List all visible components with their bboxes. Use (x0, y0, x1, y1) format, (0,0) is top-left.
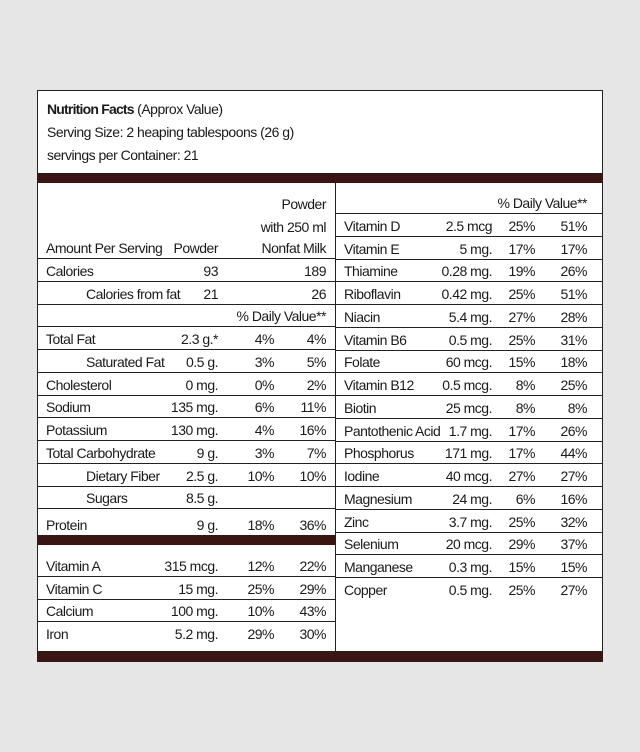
daily-value: 25% (508, 286, 535, 302)
amount: 2.3 g.* (181, 331, 218, 347)
servings-per-container: servings per Container: 21 (47, 147, 199, 163)
amount: 3.7 mg. (448, 513, 492, 530)
milk-daily-value: 10% (299, 467, 326, 484)
amount: 5.2 mg. (174, 626, 218, 642)
nutrient-name: Vitamin C (46, 580, 102, 597)
amount: 9 g. (196, 444, 218, 461)
daily-value: 17% (508, 445, 535, 462)
nutrient-name: Vitamin B12 (344, 377, 414, 393)
nutrient-name: Vitamin D (344, 217, 400, 234)
milk-daily-value: 18% (560, 354, 587, 371)
amount: 0.28 mg. (441, 263, 492, 280)
nutrient-row (38, 417, 335, 441)
nutrient-row (38, 326, 335, 350)
nutrient-name: Biotin (344, 399, 377, 416)
amount: 20 mcg. (445, 536, 492, 553)
nutrient-row (336, 418, 602, 442)
col-head-milk: Nonfat Milk (261, 240, 326, 256)
nutrient-row (336, 281, 602, 305)
nutrient-row (336, 350, 602, 374)
amount: 5.4 mg. (448, 308, 492, 325)
nutrient-name: Vitamin B6 (344, 331, 407, 348)
milk-daily-value: 4% (306, 331, 326, 347)
milk-daily-value: 26% (560, 422, 587, 439)
col-head-powder: Powder (173, 240, 218, 256)
daily-value: 29% (508, 536, 535, 553)
powder-value: 93 (203, 262, 218, 279)
amount: 24 mg. (452, 490, 492, 507)
nutrient-name: Folate (344, 354, 380, 371)
amount: 40 mcg. (445, 468, 492, 484)
nutrient-row (38, 372, 335, 396)
col-head-milk: with 250 ml (260, 219, 326, 235)
milk-daily-value: 22% (299, 557, 326, 574)
nutrient-name: Iodine (344, 468, 380, 484)
daily-value: 17% (508, 422, 535, 439)
amount: 2.5 g. (185, 467, 218, 484)
milk-daily-value: 16% (299, 422, 326, 438)
nutrient-name: Total Carbohydrate (46, 444, 156, 461)
daily-value: 4% (254, 331, 274, 347)
daily-value: 25% (508, 331, 535, 348)
calories-row (38, 258, 335, 282)
daily-value: 25% (508, 217, 535, 234)
nutrient-row (336, 532, 602, 556)
nutrient-name: Vitamin A (46, 557, 101, 574)
powder-value: 21 (203, 285, 218, 302)
daily-value: 0% (254, 376, 274, 393)
col-head-amount: Amount Per Serving (46, 240, 163, 256)
nutrient-name: Protein (46, 517, 87, 534)
daily-value: 27% (508, 308, 535, 325)
milk-daily-value: 16% (560, 490, 587, 507)
nutrient-row (336, 554, 602, 578)
milk-daily-value: 25% (560, 377, 587, 393)
daily-value: 15% (508, 559, 535, 575)
amount: 9 g. (196, 517, 218, 534)
amount: 60 mcg. (445, 354, 492, 371)
nutrient-name: Magnesium (344, 490, 412, 507)
amount: 25 mcg. (445, 399, 492, 416)
nutrient-name: Zinc (344, 513, 369, 530)
nutrient-row (38, 463, 335, 487)
amount: 8.5 g. (185, 490, 218, 507)
nutrient-row (38, 349, 335, 373)
daily-value: 27% (508, 468, 535, 484)
nutrient-row (38, 486, 335, 510)
milk-daily-value: 8% (567, 399, 587, 416)
daily-value: 29% (247, 626, 274, 642)
daily-value: 19% (508, 263, 535, 280)
nutrient-name: Thiamine (344, 263, 398, 280)
milk-daily-value: 26% (560, 263, 587, 280)
amount: 130 mg. (170, 422, 218, 438)
nutrient-name: Niacin (344, 308, 380, 325)
divider-bar-mid (38, 535, 335, 545)
nutrient-row (336, 304, 602, 328)
milk-daily-value: 43% (299, 603, 326, 620)
vitamin-row (38, 553, 335, 577)
milk-daily-value: 32% (560, 513, 587, 530)
title-main: Nutrition Facts (47, 101, 134, 117)
nutrient-name: Saturated Fat (86, 353, 165, 370)
nutrient-row (336, 577, 602, 600)
milk-daily-value: 5% (306, 353, 326, 370)
nutrient-row (336, 213, 602, 237)
nutrient-name: Sugars (86, 490, 128, 507)
milk-daily-value: 11% (300, 399, 326, 416)
milk-value: 189 (304, 262, 326, 279)
nutrient-name: Calories (46, 262, 94, 279)
nutrient-row (336, 509, 602, 533)
daily-value: 4% (254, 422, 274, 438)
title-suffix: (Approx Value) (137, 101, 223, 117)
daily-value: 12% (247, 557, 274, 574)
nutrient-name: Riboflavin (344, 286, 401, 302)
nutrient-name: Dietary Fiber (86, 467, 160, 484)
nutrient-name: Phosphorus (344, 445, 414, 462)
amount: 5 mg. (459, 240, 492, 257)
milk-daily-value: 36% (299, 517, 326, 534)
amount: 0.5 mg. (448, 581, 492, 598)
nutrient-name: Vitamin E (344, 240, 400, 257)
amount: 0.3 mg. (448, 559, 492, 575)
milk-daily-value: 15% (560, 559, 587, 575)
nutrient-row (336, 327, 602, 351)
daily-value: 3% (254, 444, 274, 461)
milk-daily-value: 29% (299, 580, 326, 597)
daily-value: 17% (508, 240, 535, 257)
divider-bar-bottom (38, 651, 602, 661)
title (47, 101, 223, 117)
nutrient-name: Selenium (344, 536, 399, 553)
nutrient-name: Iron (46, 626, 69, 642)
amount: 0 mg. (185, 376, 218, 393)
daily-value-header (38, 304, 335, 328)
nutrient-name: Total Fat (46, 331, 96, 347)
milk-daily-value: 51% (560, 286, 587, 302)
milk-daily-value: 37% (560, 536, 587, 553)
column-header (38, 183, 335, 259)
nutrient-row (336, 236, 602, 260)
amount: 100 mg. (170, 603, 218, 620)
amount: 0.5 mcg. (442, 377, 492, 393)
serving-size: Serving Size: 2 heaping tablespoons (26 g) (47, 124, 294, 140)
nutrient-row (38, 395, 335, 419)
col-head-milk: Powder (281, 196, 326, 212)
amount: 1.7 mg. (448, 422, 492, 439)
nutrient-row (336, 372, 602, 396)
amount: 0.5 mg. (448, 331, 492, 348)
milk-value: 26 (311, 285, 326, 302)
dv-label: % Daily Value** (497, 195, 587, 211)
nutrient-name: Calories from fat (86, 285, 181, 302)
milk-daily-value: 2% (306, 376, 326, 393)
milk-daily-value: 30% (299, 626, 326, 642)
nutrient-name: Cholesterol (46, 376, 112, 393)
vitamin-row (38, 599, 335, 623)
daily-value: 10% (247, 603, 274, 620)
daily-value: 25% (508, 581, 535, 598)
amount: 15 mg. (178, 580, 218, 597)
milk-daily-value: 27% (560, 581, 587, 598)
calories-row (38, 281, 335, 305)
milk-daily-value: 51% (560, 217, 587, 234)
milk-daily-value: 17% (560, 240, 587, 257)
daily-value: 6% (254, 399, 274, 416)
amount: 0.5 g. (185, 353, 218, 370)
daily-value: 25% (247, 580, 274, 597)
milk-daily-value: 31% (560, 331, 587, 348)
amount: 135 mg. (170, 399, 218, 416)
nutrient-row (336, 259, 602, 283)
amount: 171 mg. (444, 445, 492, 462)
daily-value: 6% (515, 490, 535, 507)
nutrient-row (336, 463, 602, 487)
amount: 0.42 mg. (441, 286, 492, 302)
dv-label: % Daily Value** (236, 308, 326, 325)
daily-value: 15% (508, 354, 535, 371)
daily-value: 8% (515, 377, 535, 393)
daily-value: 10% (247, 467, 274, 484)
nutrition-facts-panel (37, 90, 603, 662)
nutrient-row (38, 440, 335, 464)
milk-daily-value: 28% (560, 308, 587, 325)
nutrient-row (38, 508, 335, 535)
nutrient-name: Potassium (46, 422, 107, 438)
milk-daily-value: 27% (560, 468, 587, 484)
vitamin-row (38, 576, 335, 600)
divider-bar-top (38, 173, 602, 183)
nutrient-row (336, 486, 602, 510)
amount: 2.5 mcg (445, 217, 492, 234)
daily-value: 3% (254, 353, 274, 370)
nutrient-name: Sodium (46, 399, 91, 416)
nutrient-name: Pantothenic Acid (344, 422, 441, 439)
nutrient-name: Calcium (46, 603, 94, 620)
nutrient-name: Manganese (344, 559, 413, 575)
milk-daily-value: 7% (306, 444, 326, 461)
nutrient-name: Copper (344, 581, 387, 598)
daily-value: 18% (247, 517, 274, 534)
daily-value: 25% (508, 513, 535, 530)
vitamin-row (38, 621, 335, 644)
nutrient-row (336, 441, 602, 465)
daily-value-header (336, 183, 602, 214)
amount: 315 mcg. (164, 557, 218, 574)
milk-daily-value: 44% (560, 445, 587, 462)
daily-value: 8% (515, 399, 535, 416)
nutrient-row (336, 395, 602, 419)
